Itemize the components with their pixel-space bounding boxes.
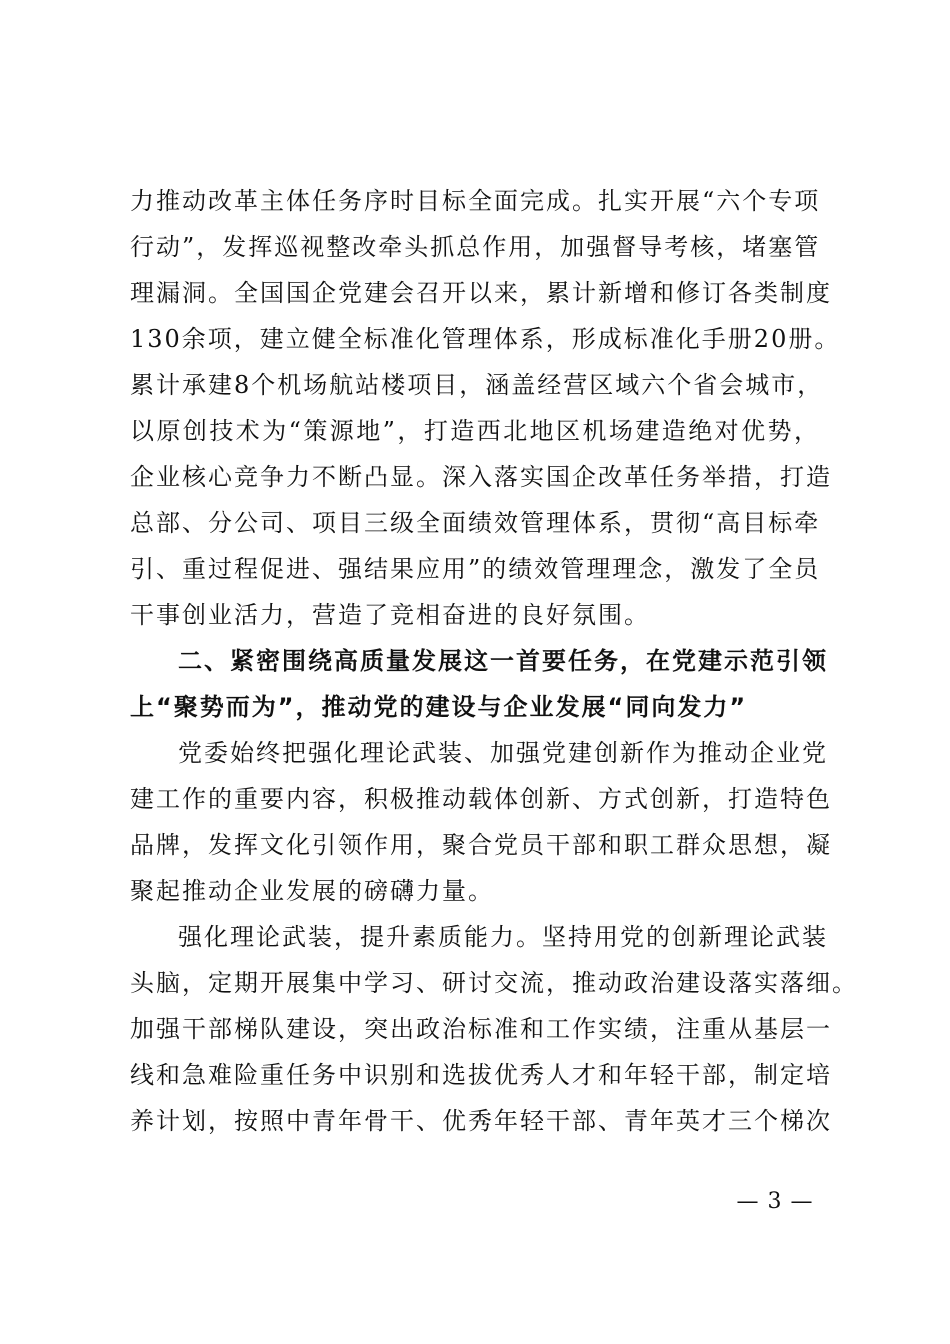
text-line: 头脑，定期开展集中学习、研讨交流，推动政治建设落实落细。 [130,969,858,997]
text-line: 品牌，发挥文化引领作用，聚合党员干部和职工群众思想，凝 [130,831,832,859]
text-line: 党委始终把强化理论武装、加强党建创新作为推动企业党 [178,739,828,767]
text-line: 行动”，发挥巡视整改牵头抓总作用，加强督导考核，堵塞管 [130,233,821,261]
heading-line: 上“聚势而为”，推动党的建设与企业发展“同向发力” [130,693,748,721]
page-number: — 3 — [736,1189,814,1214]
paragraph-reform-tasks [130,178,841,638]
text-line: 建工作的重要内容，积极推动载体创新、方式创新，打造特色 [130,785,832,813]
text-line: 总部、分公司、项目三级全面绩效管理体系，贯彻“高目标牵 [130,509,821,537]
text-line: 线和急难险重任务中识别和选拔优秀人才和年轻干部，制定培 [130,1061,832,1089]
text-line: 聚起推动企业发展的磅礴力量。 [130,877,494,905]
text-line: 理漏洞。全国国企党建会召开以来，累计新增和修订各类制度 [130,279,832,307]
paragraph-theory-arming [130,914,858,1144]
text-line: 加强干部梯队建设，突出政治标准和工作实绩，注重从基层一 [130,1015,832,1043]
section-heading-two [130,638,828,730]
text-line: 养计划，按照中青年骨干、优秀年轻干部、青年英才三个梯次 [130,1107,832,1135]
text-line: 以原创技术为“策源地”，打造西北地区机场建造绝对优势， [130,417,820,445]
text-line: 累计承建8个机场航站楼项目，涵盖经营区域六个省会城市， [130,371,824,399]
text-line: 力推动改革主体任务序时目标全面完成。扎实开展“六个专项 [130,187,821,215]
document-body [130,178,858,1144]
text-line: 引、重过程促进、强结果应用”的绩效管理理念，激发了全员 [130,555,821,583]
text-line: 企业核心竞争力不断凸显。深入落实国企改革任务举措，打造 [130,463,832,491]
heading-line: 二、紧密围绕高质量发展这一首要任务，在党建示范引领 [178,647,828,675]
text-line: 干事创业活力，营造了竞相奋进的良好氛围。 [130,601,650,629]
text-line: 130余项，建立健全标准化管理体系，形成标准化手册20册。 [130,325,841,353]
text-line: 强化理论武装，提升素质能力。坚持用党的创新理论武装 [178,923,828,951]
paragraph-party-innovation [130,730,832,914]
